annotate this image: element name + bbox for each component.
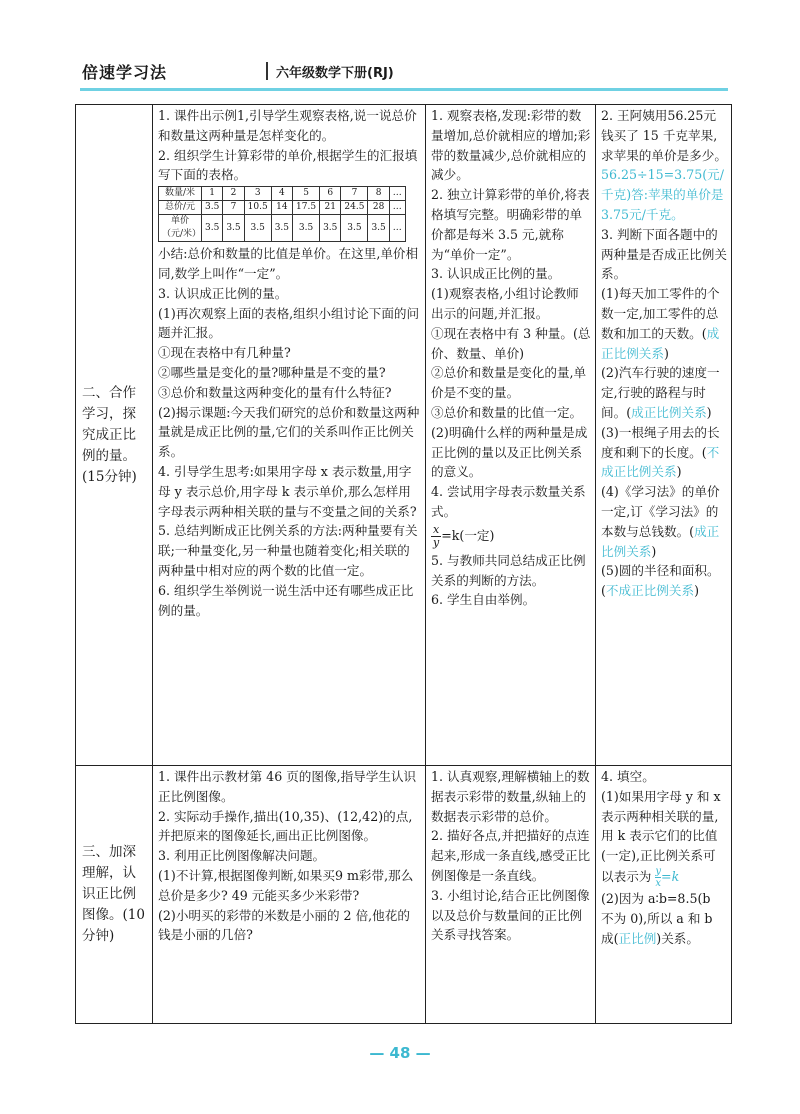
mini-row bbox=[159, 201, 406, 215]
teacher-line: 3. 利用正比例图像解决问题。 bbox=[158, 848, 326, 864]
answer-denominator: x bbox=[655, 877, 662, 889]
mini-cell: 5 bbox=[293, 187, 320, 201]
teacher-line: 1. 课件出示例1,引导学生观察表格,说一说总价和数量这两种量是怎样变化的。 bbox=[158, 108, 417, 143]
mini-cell: 21 bbox=[320, 201, 341, 215]
formula bbox=[431, 524, 591, 549]
mini-cell: 数量/米 bbox=[159, 187, 202, 201]
mini-cell: 17.5 bbox=[293, 201, 320, 215]
exercise-answer: 成正比例关系 bbox=[601, 325, 720, 361]
student-line: 6. 学生自由举例。 bbox=[431, 592, 536, 608]
mini-cell: 3.5 bbox=[202, 201, 223, 215]
mini-cell: 3 bbox=[244, 187, 271, 201]
teacher-line: (1)再次观察上面的表格,组织小组讨论下面的问题并汇报。 bbox=[158, 305, 420, 341]
mini-cell: 14 bbox=[271, 201, 292, 215]
teacher-line: ①现在表格中有几种量? bbox=[158, 345, 291, 361]
teacher-line: ③总价和数量这两种变化的量有什么特征? bbox=[158, 384, 392, 400]
exercise-text: (3)一根绳子用去的长度和剩下的长度。( bbox=[601, 424, 720, 460]
student-line: 4. 尝试用字母表示数量关系式。 bbox=[431, 484, 586, 519]
teacher-line: (2)小明买的彩带的米数是小丽的 2 倍,他花的钱是小丽的几倍? bbox=[158, 907, 410, 943]
student-line: 2. 独立计算彩带的单价,将表格填写完整。明确彩带的单价都是每米 3.5 元,就称为“单价一定”。 bbox=[431, 187, 590, 262]
mini-cell: 7 bbox=[341, 187, 368, 201]
table-row bbox=[76, 766, 732, 1024]
formula-denominator: y bbox=[433, 535, 440, 549]
teacher-line: ②哪些量是变化的量?哪种量是不变的量? bbox=[158, 364, 386, 380]
exercise-answer: 成正比例关系 bbox=[601, 523, 720, 559]
mini-cell: … bbox=[389, 201, 405, 215]
exercise-answer: 成正比例关系 bbox=[631, 404, 707, 420]
stage-cell: 二、合作学习，探究成正比例的量。(15分钟) bbox=[76, 105, 153, 766]
mini-row bbox=[159, 215, 406, 242]
mini-cell: 3.5 bbox=[271, 215, 292, 242]
exercise-text: ) bbox=[694, 583, 699, 599]
mini-cell: 3.5 bbox=[202, 215, 223, 242]
mini-cell: 2 bbox=[223, 187, 244, 201]
student-line: (2)明确什么样的两种量是成正比例的量以及正比例关系的意义。 bbox=[431, 424, 588, 480]
mini-cell: 3.5 bbox=[368, 215, 389, 242]
exercise-answer: =k bbox=[661, 868, 680, 884]
student-cell bbox=[426, 766, 596, 1024]
exercise-item bbox=[601, 284, 727, 363]
student-line: 3. 认识成正比例的量。 bbox=[431, 266, 561, 282]
page-number: — 48 — bbox=[369, 1044, 431, 1062]
mini-cell: 3.5 bbox=[320, 215, 341, 242]
price-table bbox=[158, 186, 406, 242]
formula-tail: =k(一定) bbox=[441, 527, 495, 543]
mini-cell: 6 bbox=[320, 187, 341, 201]
student-line: 3. 小组讨论,结合正比例图像以及总价与数量间的正比例关系寻找答案。 bbox=[431, 887, 590, 943]
exercise-text: ) bbox=[706, 404, 712, 420]
book-subtitle: 六年级数学下册(RJ) bbox=[276, 66, 394, 81]
exercise-item bbox=[601, 363, 727, 422]
teacher-line: 2. 组织学生计算彩带的单价,根据学生的汇报填写下面的表格。 bbox=[158, 147, 418, 183]
mini-cell: … bbox=[389, 187, 405, 201]
exercise-text: ) bbox=[663, 345, 669, 361]
teacher-line: (2)揭示课题:今天我们研究的总价和数量这两种量就是成正比例的量,它们的关系叫作正比例关系。 bbox=[158, 404, 420, 460]
teacher-line: 小结:总价和数量的比值是单价。在这里,单价相同,数学上叫作“一定”。 bbox=[158, 246, 419, 281]
brand-title: 倍速学习法 bbox=[82, 63, 168, 82]
mini-cell: 3.5 bbox=[223, 215, 244, 242]
teacher-line: (1)不计算,根据图像判断,如果买9 m彩带,那么总价是多少? 49 元能买多少米彩带? bbox=[158, 867, 414, 903]
header-divider bbox=[266, 62, 268, 80]
exercise-answer: 正比例 bbox=[618, 930, 657, 946]
exercise-text: (4)《学习法》的单价一定,订《学习法》的本数与总钱数。( bbox=[601, 484, 720, 539]
teacher-line: 4. 引导学生思考:如果用字母 x 表示数量,用字母 y 表示总价,用字母 k 表示单价,那么怎样用字母表示两种相关联的量与不变量之间的关系? bbox=[158, 463, 417, 519]
exercise-text: (2)因为 a∶b=8.5(b 不为 0),所以 a 和 b 成( bbox=[601, 890, 713, 946]
exercise-text: ) bbox=[676, 464, 682, 480]
mini-cell: 3.5 bbox=[244, 215, 271, 242]
student-line: 5. 与教师共同总结成正比例关系的判断的方法。 bbox=[431, 552, 586, 588]
teacher-line: 6. 组织学生举例说一说生活中还有哪些成正比例的量。 bbox=[158, 582, 414, 618]
mini-cell: … bbox=[389, 215, 405, 242]
exercise-item bbox=[601, 787, 727, 889]
student-line: ③总价和数量的比值一定。 bbox=[431, 404, 583, 420]
exercise-item bbox=[601, 561, 727, 601]
formula-numerator: x bbox=[433, 522, 440, 536]
exercise-line: 4. 填空。 bbox=[601, 769, 655, 784]
exercise-cell bbox=[596, 766, 732, 1024]
mini-cell: 8 bbox=[368, 187, 389, 201]
answer-numerator: y bbox=[655, 865, 662, 877]
exercise-text: )关系。 bbox=[656, 930, 699, 946]
mini-row bbox=[159, 187, 406, 201]
mini-cell: 1 bbox=[202, 187, 223, 201]
student-line: ①现在表格中有 3 种量。(总价、数量、单价) bbox=[431, 325, 591, 361]
teacher-line: 1. 课件出示教材第 46 页的图像,指导学生认识正比例图像。 bbox=[158, 769, 417, 804]
teacher-line: 3. 认识成正比例的量。 bbox=[158, 285, 288, 301]
stage-cell: 三、加深理解，认识正比例图像。(10分钟) bbox=[76, 766, 153, 1024]
header-rule bbox=[80, 88, 728, 91]
student-line: (1)观察表格,小组讨论教师出示的问题,并汇报。 bbox=[431, 286, 579, 321]
exercise-answer: 不成正比例关系 bbox=[605, 583, 695, 599]
exercise-text: (1)如果用字母 y 和 x 表示两种相关联的量,用 k 表示它们的比值(一定),正比例关系可以表示为 bbox=[601, 788, 721, 884]
mini-cell: 3.5 bbox=[293, 215, 320, 242]
exercise-cell bbox=[596, 105, 732, 766]
exercise-text: (2)汽车行驶的速度一定,行驶的路程与时间。( bbox=[601, 365, 720, 420]
teacher-line: 5. 总结判断成正比例关系的方法:两种量要有关联;一种量变化,另一种量也随着变化;相关联的两种量中相对应的两个数的比值一定。 bbox=[158, 523, 418, 578]
student-line: 1. 认真观察,理解横轴上的数据表示彩带的数量,纵轴上的数据表示彩带的总价。 bbox=[431, 769, 590, 824]
exercise-line: 3. 判断下面各题中的两种量是否成正比例关系。 bbox=[601, 226, 727, 282]
teacher-cell bbox=[153, 105, 426, 766]
page-header bbox=[80, 58, 728, 86]
teacher-line: 2. 实际动手操作,描出(10,35)、(12,42)的点,并把原来的图像延长,画出正比例图像。 bbox=[158, 808, 413, 844]
exercise-item bbox=[601, 889, 727, 948]
mini-cell: 总价/元 bbox=[159, 201, 202, 215]
exercise-line: 2. 王阿姨用56.25元钱买了 15 千克苹果,求苹果的单价是多少。 bbox=[601, 108, 727, 163]
student-line: 2. 描好各点,并把描好的点连起来,形成一条直线,感受正比例图像是一条直线。 bbox=[431, 828, 591, 883]
teacher-cell bbox=[153, 766, 426, 1024]
exercise-item bbox=[601, 482, 727, 561]
mini-cell: 28 bbox=[368, 201, 389, 215]
exercise-text: (1)每天加工零件的个数一定,加工零件的总数和加工的天数。( bbox=[601, 286, 720, 341]
student-line: ②总价和数量是变化的量,单价是不变的量。 bbox=[431, 365, 587, 401]
exercise-item bbox=[601, 423, 727, 482]
mini-cell: 单价（元/米） bbox=[159, 215, 202, 242]
lesson-table bbox=[75, 104, 732, 1024]
exercise-answer: 56.25÷15=3.75(元/千克)答:苹果的单价是3.75元/千克。 bbox=[601, 167, 724, 222]
exercise-text: ) bbox=[651, 543, 657, 559]
mini-cell: 3.5 bbox=[341, 215, 368, 242]
exercise-text: (5)圆的半径和面积。( bbox=[601, 563, 720, 599]
mini-cell: 10.5 bbox=[244, 201, 271, 215]
student-line: 1. 观察表格,发现:彩带的数量增加,总价就相应的增加;彩带的数量减少,总价就相应的减少。 bbox=[431, 108, 591, 183]
exercise-answer: 不成正比例关系 bbox=[601, 444, 720, 480]
mini-cell: 24.5 bbox=[341, 201, 368, 215]
mini-cell: 4 bbox=[271, 187, 292, 201]
student-cell bbox=[426, 105, 596, 766]
table-row bbox=[76, 105, 732, 766]
mini-cell: 7 bbox=[223, 201, 244, 215]
